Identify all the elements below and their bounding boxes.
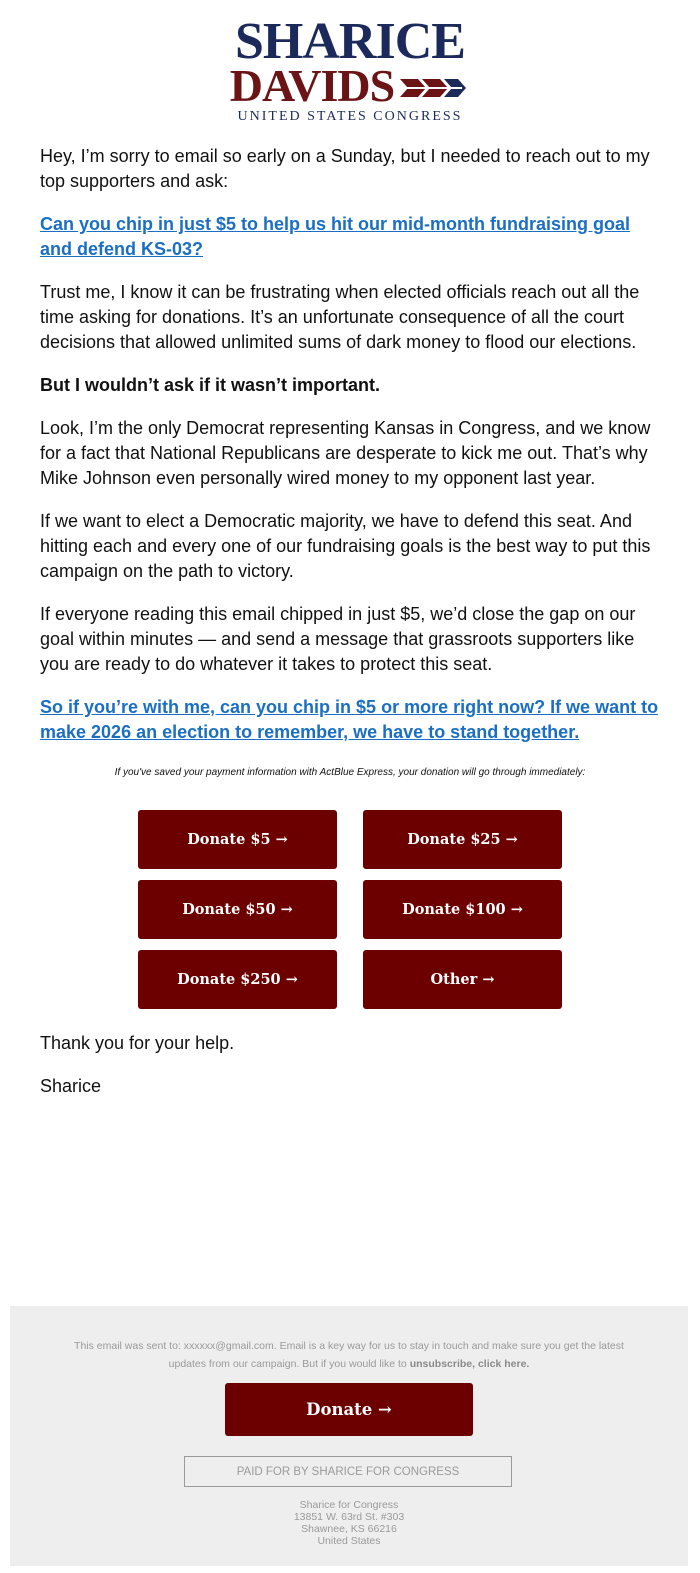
paragraph-chip-in: If everyone reading this email chipped in just $5, we’d close the gap on our goal within minutes — and send a message that grassroots supporters like you are ready to do whatever it takes to protect this seat. [40, 604, 636, 674]
address-line: United States [317, 1535, 381, 1547]
unsubscribe-link[interactable]: unsubscribe, click here. [409, 1358, 530, 1370]
mailing-address [10, 1499, 688, 1547]
footer-donate-button[interactable]: Donate → [225, 1383, 473, 1436]
intro-paragraph: Hey, I’m sorry to email so early on a Sunday, but I needed to reach out to my top supporters and ask: [40, 146, 650, 191]
thanks-text: Thank you for your help. [40, 1033, 235, 1053]
address-line: Shawnee, KS 66216 [301, 1523, 397, 1535]
donate-link-primary[interactable]: Can you chip in just $5 to help us hit our mid-month fundraising goal and defend KS-03? [40, 214, 631, 259]
paragraph-important: But I wouldn’t ask if it wasn’t important. [40, 375, 381, 395]
donate-5-button[interactable]: Donate $5 → [138, 810, 337, 869]
paid-for-disclaimer: PAID FOR BY SHARICE FOR CONGRESS [184, 1456, 512, 1487]
donate-button-grid [138, 810, 562, 1009]
signature: Sharice [40, 1076, 102, 1096]
address-line: 13851 W. 63rd St. #303 [293, 1511, 405, 1523]
logo-subtitle: UNITED STATES CONGRESS [237, 109, 463, 124]
donate-link-secondary[interactable]: So if you’re with me, can you chip in $5 or more right now? If we want to make 2026 an election to remember, we have to stand together. [40, 697, 659, 742]
donate-other-button[interactable]: Other → [363, 950, 562, 1009]
email-body [40, 144, 665, 763]
logo-first-name: SHARICE [235, 13, 465, 70]
paragraph-dark-money: Trust me, I know it can be frustrating when elected officials reach out all the time asking for donations. It’s an unfortunate consequence of all the court decisions that allowed unlimited sums of dark money to flood our elections. [40, 282, 640, 352]
campaign-logo [0, 13, 700, 125]
paragraph-majority: If we want to elect a Democratic majority, we have to defend this seat. And hitting each and every one of our fundraising goals is the best way to put this campaign on the path to victory. [40, 511, 651, 581]
actblue-note: If you've saved your payment information with ActBlue Express, your donation will go through immediately: [114, 767, 586, 778]
footer-notice-text: This email was sent to: xxxxxx@gmail.com. Email is a key way for us to stay in touch and make sure you get the latest updates from our campaign. But if you would like to [74, 1340, 624, 1370]
chevron-arrows-icon [400, 75, 470, 101]
donate-50-button[interactable]: Donate $50 → [138, 880, 337, 939]
address-line: Sharice for Congress [299, 1499, 399, 1511]
paragraph-kansas: Look, I’m the only Democrat representing Kansas in Congress, and we know for a fact that National Republicans are desperate to kick me out. That’s why Mike Johnson even personally wired money to my opponent last year. [40, 418, 651, 488]
logo-last-name: DAVIDS [229, 60, 395, 111]
donate-250-button[interactable]: Donate $250 → [138, 950, 337, 1009]
footer-notice [55, 1337, 643, 1373]
donate-100-button[interactable]: Donate $100 → [363, 880, 562, 939]
donate-25-button[interactable]: Donate $25 → [363, 810, 562, 869]
closing [40, 1031, 234, 1117]
email-footer [10, 1306, 688, 1566]
